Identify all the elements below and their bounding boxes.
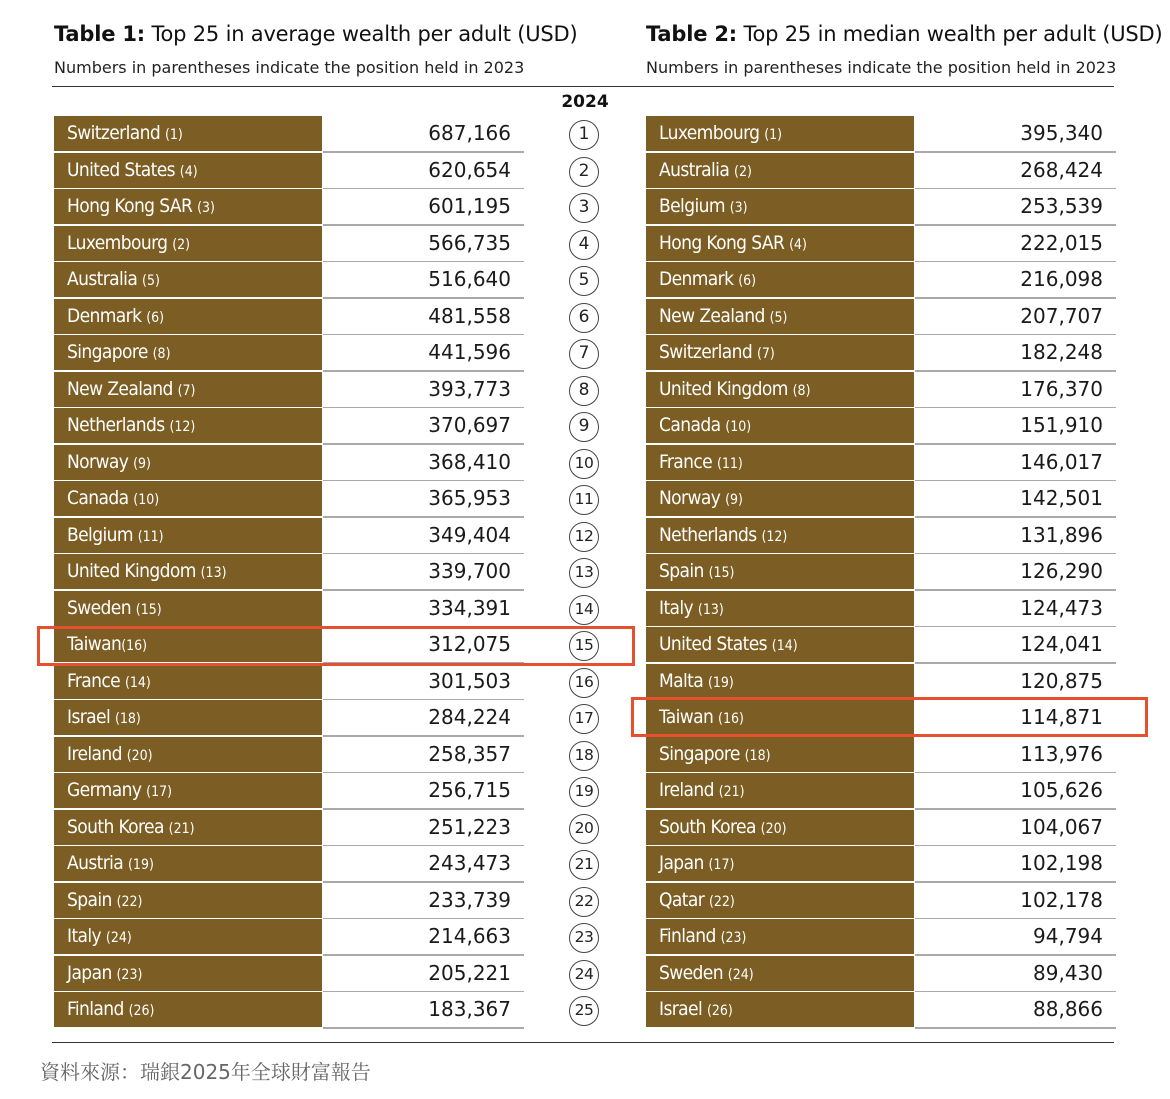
previous-rank: (26) xyxy=(128,1003,155,1019)
rank-badge: 21 xyxy=(569,850,599,880)
country-cell xyxy=(646,226,914,261)
wealth-value: 284,224 xyxy=(428,705,511,729)
previous-rank: (23) xyxy=(720,930,747,946)
country-cell xyxy=(54,591,322,626)
country-name: Netherlands xyxy=(67,414,165,436)
wealth-value: 214,663 xyxy=(428,924,511,948)
wealth-value: 393,773 xyxy=(428,376,511,401)
wealth-value: 131,896 xyxy=(1020,522,1103,547)
country-name: Austria xyxy=(67,852,124,874)
country-name: Switzerland xyxy=(659,341,753,363)
wealth-value: 176,370 xyxy=(1020,376,1103,401)
rank-badge: 11 xyxy=(569,485,599,515)
previous-rank: (2) xyxy=(172,236,191,253)
country-name: Netherlands xyxy=(659,523,757,546)
country-cell xyxy=(54,299,322,334)
wealth-value: 120,875 xyxy=(1020,668,1103,693)
country-cell xyxy=(54,773,322,808)
wealth-value: 216,098 xyxy=(1020,267,1103,291)
country-cell xyxy=(646,773,914,808)
previous-rank: (20) xyxy=(760,820,787,837)
country-cell xyxy=(646,116,914,151)
previous-rank: (3) xyxy=(197,200,215,216)
previous-rank: (3) xyxy=(729,200,748,216)
wealth-value: 566,735 xyxy=(428,230,511,255)
country-cell xyxy=(54,189,322,224)
country-cell xyxy=(646,956,914,991)
previous-rank: (14) xyxy=(771,638,798,654)
previous-rank: (11) xyxy=(137,528,164,545)
previous-rank: (6) xyxy=(146,309,165,326)
country-cell xyxy=(646,810,914,845)
country-name: Sweden xyxy=(67,596,131,619)
country-cell xyxy=(646,883,914,918)
wealth-value: 620,654 xyxy=(428,157,511,182)
country-name: Singapore xyxy=(67,341,148,363)
wealth-value: 124,473 xyxy=(1020,595,1103,620)
country-name: United States xyxy=(659,633,767,655)
country-cell xyxy=(54,226,322,261)
previous-rank: (15) xyxy=(135,601,162,618)
country-cell xyxy=(646,664,914,699)
country-cell xyxy=(54,335,322,370)
country-name: South Korea xyxy=(67,815,164,838)
previous-rank: (5) xyxy=(142,273,160,289)
rank-badge: 1 xyxy=(569,120,599,150)
country-cell xyxy=(646,591,914,626)
wealth-value: 370,697 xyxy=(428,413,511,437)
previous-rank: (8) xyxy=(152,346,171,362)
country-name: Singapore xyxy=(659,742,740,765)
country-cell xyxy=(54,919,322,954)
previous-rank: (1) xyxy=(164,127,183,143)
rank-badge: 7 xyxy=(569,339,599,369)
wealth-value: 105,626 xyxy=(1020,778,1103,802)
previous-rank: (4) xyxy=(179,163,198,180)
previous-rank: (12) xyxy=(761,528,788,545)
previous-rank: (22) xyxy=(116,893,143,910)
wealth-value: 205,221 xyxy=(428,960,511,985)
rank-badge: 14 xyxy=(569,595,599,625)
country-name: Australia xyxy=(67,268,138,290)
wealth-value: 183,367 xyxy=(428,997,511,1021)
country-name: Malta xyxy=(659,669,704,692)
previous-rank: (8) xyxy=(792,382,811,399)
rank-column-header: 2024 xyxy=(561,92,609,112)
footer-divider xyxy=(52,1042,1114,1043)
country-cell xyxy=(54,262,322,297)
country-cell xyxy=(54,883,322,918)
rank-badge: 15 xyxy=(569,631,599,661)
country-name: Canada xyxy=(67,487,129,509)
country-name: New Zealand xyxy=(659,304,765,327)
country-name: Ireland xyxy=(67,742,122,765)
country-cell xyxy=(54,664,322,699)
country-name: Israel xyxy=(659,998,703,1020)
wealth-value: 151,910 xyxy=(1020,413,1103,437)
country-cell xyxy=(646,262,914,297)
wealth-value: 349,404 xyxy=(428,522,511,547)
country-cell xyxy=(54,810,322,845)
previous-rank: (17) xyxy=(708,857,735,873)
country-name: Qatar xyxy=(659,888,705,911)
rank-badge: 5 xyxy=(569,266,599,296)
wealth-value: 395,340 xyxy=(1020,121,1103,145)
country-cell xyxy=(54,116,322,151)
wealth-value: 481,558 xyxy=(428,303,511,328)
country-cell xyxy=(646,335,914,370)
rank-badge: 10 xyxy=(569,449,599,479)
wealth-value: 258,357 xyxy=(428,741,511,766)
country-cell xyxy=(646,518,914,553)
country-name: Hong Kong SAR xyxy=(659,231,785,254)
rank-badge: 18 xyxy=(569,741,599,771)
previous-rank: (10) xyxy=(725,419,752,435)
taiwan-highlight-table2 xyxy=(631,697,1148,737)
table2-subtitle: Numbers in parentheses indicate the position held in 2023 xyxy=(646,58,1117,77)
previous-rank: (13) xyxy=(200,565,227,581)
rank-badge: 12 xyxy=(569,522,599,552)
wealth-value: 301,503 xyxy=(428,668,511,693)
previous-rank: (1) xyxy=(764,127,783,143)
country-name: Belgium xyxy=(67,523,133,546)
country-cell xyxy=(54,445,322,480)
previous-rank: (20) xyxy=(126,747,153,764)
country-name: Japan xyxy=(67,961,112,984)
previous-rank: (16) xyxy=(718,711,744,727)
country-name: Australia xyxy=(659,158,730,181)
previous-rank: (12) xyxy=(169,419,196,435)
taiwan-highlight-table1 xyxy=(37,626,635,666)
country-name: Norway xyxy=(67,450,129,473)
previous-rank: (10) xyxy=(133,492,160,508)
country-cell xyxy=(646,737,914,772)
previous-rank: (9) xyxy=(133,455,151,472)
country-cell xyxy=(646,846,914,881)
previous-rank: (19) xyxy=(128,857,154,873)
wealth-value: 256,715 xyxy=(428,778,511,802)
country-name: Denmark xyxy=(659,268,734,290)
country-name: Italy xyxy=(659,596,694,619)
country-cell xyxy=(54,408,322,443)
previous-rank: (21) xyxy=(718,784,745,800)
wealth-value: 687,166 xyxy=(428,121,511,145)
row-separator xyxy=(915,1027,1116,1029)
wealth-value: 207,707 xyxy=(1020,303,1103,328)
country-cell xyxy=(54,554,322,589)
country-name: France xyxy=(659,450,713,473)
wealth-value: 89,430 xyxy=(1033,960,1103,985)
country-name: United Kingdom xyxy=(67,560,196,582)
previous-rank: (26) xyxy=(706,1003,733,1019)
previous-rank: (5) xyxy=(769,309,788,326)
country-name: Japan xyxy=(659,852,704,874)
rank-badge: 16 xyxy=(569,668,599,698)
country-cell xyxy=(646,919,914,954)
previous-rank: (9) xyxy=(725,492,743,508)
country-name: Germany xyxy=(67,779,142,801)
wealth-value: 113,976 xyxy=(1020,741,1103,766)
country-name: Luxembourg xyxy=(659,122,760,144)
country-cell xyxy=(54,153,322,188)
previous-rank: (21) xyxy=(168,820,195,837)
country-cell xyxy=(646,299,914,334)
country-name: United States xyxy=(67,158,175,181)
wealth-value: 516,640 xyxy=(428,267,511,291)
country-name: Switzerland xyxy=(67,122,161,144)
previous-rank: (18) xyxy=(744,747,771,764)
country-cell xyxy=(646,153,914,188)
wealth-value: 126,290 xyxy=(1020,559,1103,583)
rank-badge: 20 xyxy=(569,814,599,844)
country-cell xyxy=(54,372,322,407)
wealth-value: 368,410 xyxy=(428,449,511,474)
country-cell xyxy=(54,518,322,553)
country-name: South Korea xyxy=(659,815,756,838)
wealth-value: 94,794 xyxy=(1033,924,1103,948)
rank-badge: 17 xyxy=(569,704,599,734)
previous-rank: (22) xyxy=(708,893,735,910)
previous-rank: (11) xyxy=(716,455,743,472)
country-cell xyxy=(54,700,322,735)
previous-rank: (4) xyxy=(789,236,807,253)
country-name: Canada xyxy=(659,414,721,436)
wealth-value: 334,391 xyxy=(428,595,511,620)
country-name: Taiwan xyxy=(67,633,122,655)
table1-title: Table 1: Top 25 in average wealth per adult (USD) xyxy=(54,22,578,46)
wealth-value: 243,473 xyxy=(428,851,511,875)
wealth-value: 124,041 xyxy=(1020,632,1103,656)
country-cell xyxy=(54,992,322,1027)
wealth-value: 222,015 xyxy=(1020,230,1103,255)
previous-rank: (18) xyxy=(114,711,141,727)
country-name: New Zealand xyxy=(67,377,173,400)
wealth-value: 182,248 xyxy=(1020,340,1103,364)
previous-rank: (14) xyxy=(124,674,151,691)
country-cell xyxy=(54,846,322,881)
wealth-value: 114,871 xyxy=(1020,705,1103,729)
previous-rank: (15) xyxy=(708,565,735,581)
country-name: Belgium xyxy=(659,195,725,217)
table2-title: Table 2: Top 25 in median wealth per adult (USD) xyxy=(646,22,1163,46)
rank-badge: 2 xyxy=(569,157,599,187)
wealth-value: 365,953 xyxy=(428,486,511,510)
header-divider xyxy=(52,86,1114,87)
wealth-value: 251,223 xyxy=(428,814,511,839)
wealth-value: 88,866 xyxy=(1033,997,1103,1021)
rank-badge: 13 xyxy=(569,558,599,588)
previous-rank: (6) xyxy=(738,273,757,289)
country-cell xyxy=(646,627,914,662)
rank-badge: 4 xyxy=(569,230,599,260)
country-name: Taiwan xyxy=(659,706,714,728)
wealth-value: 233,739 xyxy=(428,887,511,912)
rank-badge: 22 xyxy=(569,887,599,917)
wealth-value: 339,700 xyxy=(428,559,511,583)
country-cell xyxy=(646,992,914,1027)
country-cell xyxy=(54,481,322,516)
country-name: Finland xyxy=(67,998,124,1020)
wealth-value: 253,539 xyxy=(1020,194,1103,218)
country-name: Denmark xyxy=(67,304,142,327)
rank-badge: 23 xyxy=(569,923,599,953)
previous-rank: (16) xyxy=(121,638,148,654)
wealth-value: 142,501 xyxy=(1020,486,1103,510)
wealth-value: 601,195 xyxy=(428,194,511,218)
row-separator xyxy=(323,1027,524,1029)
rank-badge: 19 xyxy=(569,777,599,807)
country-name: Ireland xyxy=(659,779,714,801)
country-name: Spain xyxy=(659,560,704,582)
table1-subtitle: Numbers in parentheses indicate the position held in 2023 xyxy=(54,58,525,77)
country-name: Norway xyxy=(659,487,721,509)
wealth-value: 268,424 xyxy=(1020,157,1103,182)
source-note: 資料來源：瑞銀2025年全球財富報告 xyxy=(40,1060,371,1084)
wealth-value: 102,198 xyxy=(1020,851,1103,875)
previous-rank: (24) xyxy=(727,966,754,983)
country-name: France xyxy=(67,669,121,692)
rank-badge: 25 xyxy=(569,996,599,1026)
previous-rank: (13) xyxy=(697,601,724,618)
country-cell xyxy=(54,737,322,772)
country-cell xyxy=(646,481,914,516)
country-cell xyxy=(54,956,322,991)
wealth-value: 102,178 xyxy=(1020,887,1103,912)
rank-badge: 8 xyxy=(569,376,599,406)
previous-rank: (23) xyxy=(116,966,143,983)
rank-badge: 24 xyxy=(569,960,599,990)
country-cell xyxy=(646,554,914,589)
country-cell xyxy=(646,445,914,480)
rank-badge: 3 xyxy=(569,193,599,223)
country-cell xyxy=(646,408,914,443)
previous-rank: (7) xyxy=(756,346,775,362)
country-name: United Kingdom xyxy=(659,377,788,400)
wealth-value: 312,075 xyxy=(428,632,511,656)
rank-badge: 6 xyxy=(569,303,599,333)
country-name: Hong Kong SAR xyxy=(67,195,193,217)
wealth-value: 441,596 xyxy=(428,340,511,364)
previous-rank: (7) xyxy=(177,382,196,399)
wealth-value: 146,017 xyxy=(1020,449,1103,474)
rank-badge: 9 xyxy=(569,412,599,442)
wealth-value: 104,067 xyxy=(1020,814,1103,839)
previous-rank: (2) xyxy=(734,163,752,180)
country-name: Spain xyxy=(67,888,112,911)
country-name: Sweden xyxy=(659,961,723,984)
country-name: Israel xyxy=(67,706,111,728)
country-name: Luxembourg xyxy=(67,231,168,254)
previous-rank: (17) xyxy=(146,784,173,800)
previous-rank: (19) xyxy=(707,674,734,691)
country-cell xyxy=(646,189,914,224)
previous-rank: (24) xyxy=(105,930,132,946)
country-name: Italy xyxy=(67,925,102,947)
country-cell xyxy=(646,372,914,407)
country-name: Finland xyxy=(659,925,716,947)
